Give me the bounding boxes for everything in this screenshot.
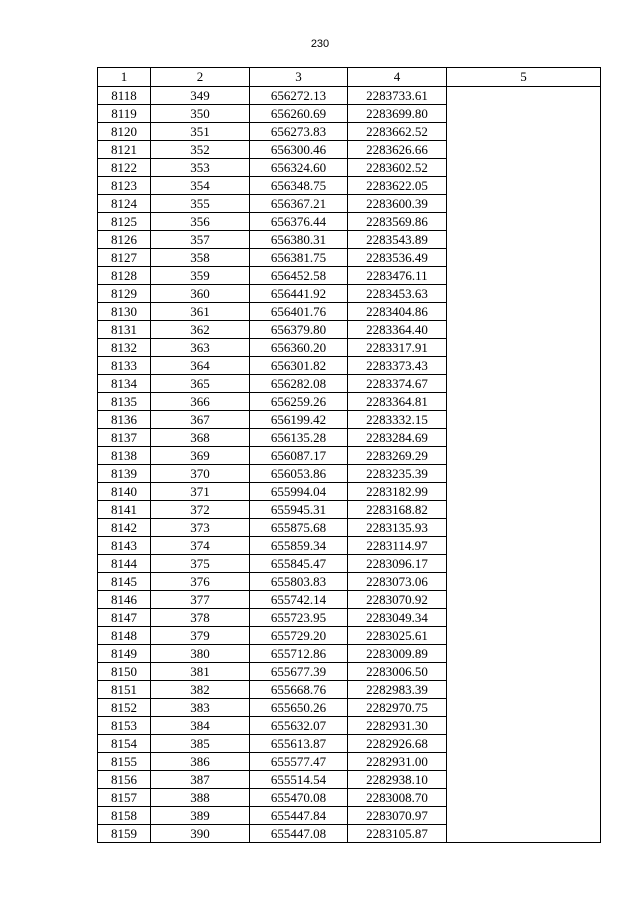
table-cell-col-3: 655632.07: [250, 717, 348, 735]
table-cell-col-2: 363: [151, 339, 250, 357]
table-cell-col-2: 390: [151, 825, 250, 843]
table-cell-col-4: 2282931.00: [348, 753, 447, 771]
table-cell-col-1: 8140: [98, 483, 151, 501]
table-cell-col-1: 8152: [98, 699, 151, 717]
table-cell-col-4: 2283626.66: [348, 141, 447, 159]
table-cell-col-3: 655577.47: [250, 753, 348, 771]
table-cell-col-2: 356: [151, 213, 250, 231]
table-cell-col-5-empty: [447, 87, 601, 843]
table-cell-col-4: 2283699.80: [348, 105, 447, 123]
table-cell-col-1: 8131: [98, 321, 151, 339]
table-cell-col-2: 361: [151, 303, 250, 321]
table-cell-col-1: 8158: [98, 807, 151, 825]
table-cell-col-3: 656260.69: [250, 105, 348, 123]
table-body: [98, 87, 601, 843]
table-cell-col-2: 365: [151, 375, 250, 393]
coordinates-table: [97, 67, 601, 843]
table-cell-col-2: 385: [151, 735, 250, 753]
table-cell-col-1: 8136: [98, 411, 151, 429]
table-cell-col-2: 387: [151, 771, 250, 789]
table-cell-col-4: 2282970.75: [348, 699, 447, 717]
table-cell-col-1: 8139: [98, 465, 151, 483]
table-cell-col-3: 656087.17: [250, 447, 348, 465]
table-cell-col-1: 8121: [98, 141, 151, 159]
table-cell-col-2: 373: [151, 519, 250, 537]
table-cell-col-4: 2283284.69: [348, 429, 447, 447]
table-cell-col-1: 8134: [98, 375, 151, 393]
page-number: 230: [310, 38, 330, 50]
table-cell-col-4: 2283453.63: [348, 285, 447, 303]
table-cell-col-1: 8133: [98, 357, 151, 375]
table-cell-col-4: 2283006.50: [348, 663, 447, 681]
table-cell-col-1: 8129: [98, 285, 151, 303]
table-cell-col-2: 384: [151, 717, 250, 735]
table-cell-col-4: 2282926.68: [348, 735, 447, 753]
table-cell-col-3: 655859.34: [250, 537, 348, 555]
table-cell-col-3: 656379.80: [250, 321, 348, 339]
table-cell-col-2: 382: [151, 681, 250, 699]
table-cell-col-4: 2283317.91: [348, 339, 447, 357]
table-cell-col-1: 8126: [98, 231, 151, 249]
table-cell-col-4: 2283476.11: [348, 267, 447, 285]
table-cell-col-3: 656360.20: [250, 339, 348, 357]
column-header-5: 5: [447, 68, 601, 87]
table-cell-col-2: 376: [151, 573, 250, 591]
table-cell-col-4: 2283049.34: [348, 609, 447, 627]
table-cell-col-3: 655729.20: [250, 627, 348, 645]
table-cell-col-3: 656452.58: [250, 267, 348, 285]
table-cell-col-4: 2283662.52: [348, 123, 447, 141]
table-cell-col-2: 359: [151, 267, 250, 285]
table-cell-col-4: 2283168.82: [348, 501, 447, 519]
table-cell-col-3: 656441.92: [250, 285, 348, 303]
table-cell-col-3: 656282.08: [250, 375, 348, 393]
table-cell-col-2: 357: [151, 231, 250, 249]
table-cell-col-2: 370: [151, 465, 250, 483]
table-cell-col-2: 383: [151, 699, 250, 717]
table-cell-col-4: 2283602.52: [348, 159, 447, 177]
table-cell-col-2: 360: [151, 285, 250, 303]
table-cell-col-2: 355: [151, 195, 250, 213]
table-cell-col-2: 369: [151, 447, 250, 465]
table-cell-col-2: 371: [151, 483, 250, 501]
table-cell-col-3: 656199.42: [250, 411, 348, 429]
table-cell-col-3: 655712.86: [250, 645, 348, 663]
table-cell-col-3: 655514.54: [250, 771, 348, 789]
table-cell-col-1: 8149: [98, 645, 151, 663]
table-cell-col-1: 8118: [98, 87, 151, 105]
table-cell-col-4: 2283600.39: [348, 195, 447, 213]
table-cell-col-2: 362: [151, 321, 250, 339]
table-cell-col-2: 377: [151, 591, 250, 609]
table-cell-col-3: 656348.75: [250, 177, 348, 195]
table-cell-col-3: 655875.68: [250, 519, 348, 537]
table-cell-col-4: 2283536.49: [348, 249, 447, 267]
table-cell-col-1: 8146: [98, 591, 151, 609]
table-cell-col-1: 8150: [98, 663, 151, 681]
table-cell-col-1: 8151: [98, 681, 151, 699]
table-cell-col-1: 8137: [98, 429, 151, 447]
table-cell-col-4: 2283332.15: [348, 411, 447, 429]
table-cell-col-1: 8144: [98, 555, 151, 573]
table-cell-col-2: 372: [151, 501, 250, 519]
table-cell-col-4: 2283373.43: [348, 357, 447, 375]
table-cell-col-3: 656376.44: [250, 213, 348, 231]
table-cell-col-1: 8135: [98, 393, 151, 411]
table-cell-col-2: 367: [151, 411, 250, 429]
table-cell-col-4: 2282983.39: [348, 681, 447, 699]
table-cell-col-1: 8141: [98, 501, 151, 519]
table-cell-col-1: 8124: [98, 195, 151, 213]
column-header-2: 2: [151, 68, 250, 87]
table-cell-col-3: 655803.83: [250, 573, 348, 591]
table-cell-col-2: 379: [151, 627, 250, 645]
table-cell-col-4: 2283135.93: [348, 519, 447, 537]
table-cell-col-2: 389: [151, 807, 250, 825]
table-cell-col-1: 8145: [98, 573, 151, 591]
table-cell-col-2: 354: [151, 177, 250, 195]
table-cell-col-3: 655650.26: [250, 699, 348, 717]
table-cell-col-2: 349: [151, 87, 250, 105]
table-cell-col-2: 374: [151, 537, 250, 555]
table-cell-col-3: 655668.76: [250, 681, 348, 699]
table-cell-col-4: 2283404.86: [348, 303, 447, 321]
table-cell-col-3: 655677.39: [250, 663, 348, 681]
table-cell-col-2: 352: [151, 141, 250, 159]
table-cell-col-4: 2283070.97: [348, 807, 447, 825]
table-cell-col-1: 8128: [98, 267, 151, 285]
table-cell-col-4: 2282931.30: [348, 717, 447, 735]
table-cell-col-3: 656300.46: [250, 141, 348, 159]
table-cell-col-3: 655470.08: [250, 789, 348, 807]
table-cell-col-3: 656367.21: [250, 195, 348, 213]
table-cell-col-3: 656273.83: [250, 123, 348, 141]
table-cell-col-2: 351: [151, 123, 250, 141]
table-cell-col-2: 364: [151, 357, 250, 375]
table-cell-col-1: 8138: [98, 447, 151, 465]
table-cell-col-2: 375: [151, 555, 250, 573]
table-cell-col-3: 656381.75: [250, 249, 348, 267]
table-cell-col-4: 2283569.86: [348, 213, 447, 231]
table-cell-col-4: 2283364.81: [348, 393, 447, 411]
table-cell-col-4: 2283374.67: [348, 375, 447, 393]
table-cell-col-1: 8142: [98, 519, 151, 537]
table-row: [98, 87, 601, 105]
table-cell-col-3: 655613.87: [250, 735, 348, 753]
table-cell-col-4: 2283543.89: [348, 231, 447, 249]
table-cell-col-1: 8156: [98, 771, 151, 789]
table-cell-col-1: 8155: [98, 753, 151, 771]
table-cell-col-3: 655742.14: [250, 591, 348, 609]
table-cell-col-1: 8159: [98, 825, 151, 843]
table-cell-col-1: 8119: [98, 105, 151, 123]
table-cell-col-1: 8120: [98, 123, 151, 141]
table-cell-col-4: 2283073.06: [348, 573, 447, 591]
table-cell-col-3: 656272.13: [250, 87, 348, 105]
table-cell-col-3: 655447.84: [250, 807, 348, 825]
table-cell-col-2: 358: [151, 249, 250, 267]
table-cell-col-4: 2283096.17: [348, 555, 447, 573]
table-cell-col-1: 8147: [98, 609, 151, 627]
table-cell-col-3: 656301.82: [250, 357, 348, 375]
table-cell-col-1: 8130: [98, 303, 151, 321]
table-cell-col-4: 2283235.39: [348, 465, 447, 483]
table-cell-col-1: 8123: [98, 177, 151, 195]
table-cell-col-3: 656401.76: [250, 303, 348, 321]
column-header-3: 3: [250, 68, 348, 87]
table-cell-col-4: 2283025.61: [348, 627, 447, 645]
table-cell-col-1: 8148: [98, 627, 151, 645]
table-header-row: [98, 68, 601, 87]
table-cell-col-4: 2283622.05: [348, 177, 447, 195]
table-cell-col-2: 350: [151, 105, 250, 123]
table-cell-col-2: 380: [151, 645, 250, 663]
table-cell-col-3: 655994.04: [250, 483, 348, 501]
table-cell-col-4: 2283114.97: [348, 537, 447, 555]
table-cell-col-4: 2283182.99: [348, 483, 447, 501]
table-cell-col-1: 8132: [98, 339, 151, 357]
table-cell-col-4: 2283009.89: [348, 645, 447, 663]
table-cell-col-1: 8125: [98, 213, 151, 231]
table-cell-col-4: 2282938.10: [348, 771, 447, 789]
table-cell-col-2: 388: [151, 789, 250, 807]
table-cell-col-1: 8122: [98, 159, 151, 177]
table-cell-col-3: 656324.60: [250, 159, 348, 177]
table-cell-col-4: 2283105.87: [348, 825, 447, 843]
table-cell-col-3: 655447.08: [250, 825, 348, 843]
table-cell-col-4: 2283070.92: [348, 591, 447, 609]
table-cell-col-1: 8143: [98, 537, 151, 555]
table-cell-col-1: 8153: [98, 717, 151, 735]
table-cell-col-2: 353: [151, 159, 250, 177]
table-cell-col-2: 366: [151, 393, 250, 411]
table-cell-col-2: 368: [151, 429, 250, 447]
table-cell-col-4: 2283364.40: [348, 321, 447, 339]
table-cell-col-2: 386: [151, 753, 250, 771]
column-header-4: 4: [348, 68, 447, 87]
table-cell-col-3: 655845.47: [250, 555, 348, 573]
table-cell-col-3: 656380.31: [250, 231, 348, 249]
table-cell-col-4: 2283269.29: [348, 447, 447, 465]
table-cell-col-4: 2283008.70: [348, 789, 447, 807]
column-header-1: 1: [98, 68, 151, 87]
table-cell-col-3: 656259.26: [250, 393, 348, 411]
table-cell-col-1: 8127: [98, 249, 151, 267]
table-cell-col-3: 656053.86: [250, 465, 348, 483]
table-cell-col-1: 8154: [98, 735, 151, 753]
table-cell-col-3: 655723.95: [250, 609, 348, 627]
table-cell-col-1: 8157: [98, 789, 151, 807]
table-cell-col-3: 656135.28: [250, 429, 348, 447]
table-cell-col-2: 381: [151, 663, 250, 681]
table-cell-col-4: 2283733.61: [348, 87, 447, 105]
table-cell-col-3: 655945.31: [250, 501, 348, 519]
table-cell-col-2: 378: [151, 609, 250, 627]
